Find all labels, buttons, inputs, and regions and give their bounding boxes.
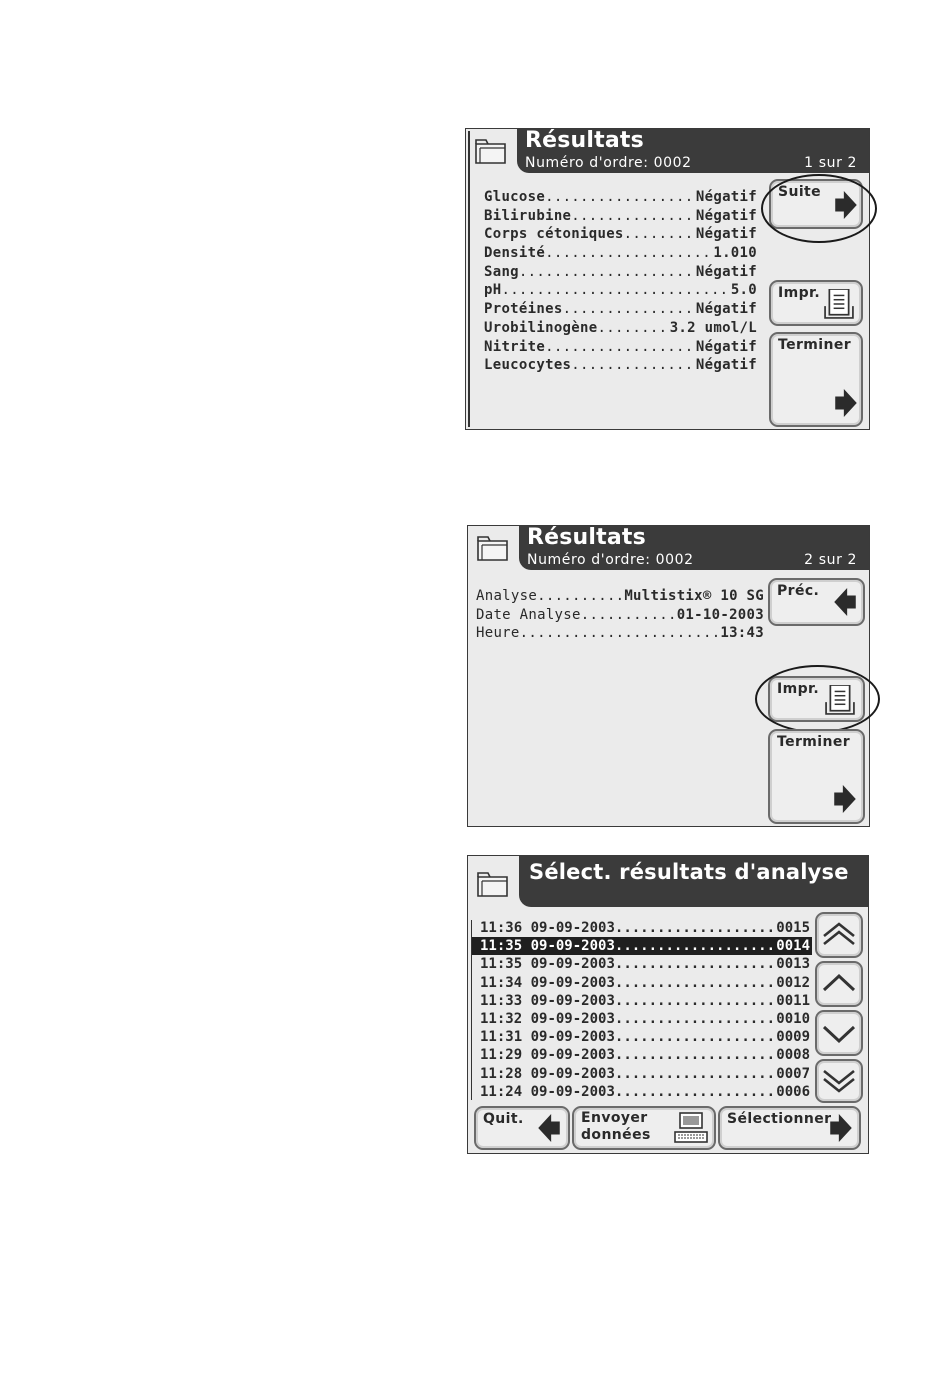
result-row: Leucocytes ..... Négatif bbox=[484, 356, 757, 375]
page-down-button[interactable] bbox=[815, 1059, 863, 1103]
select-results-screen bbox=[467, 855, 869, 1154]
print-button[interactable]: Impr. bbox=[769, 280, 863, 326]
finish-button[interactable]: Terminer bbox=[768, 729, 865, 824]
order-number: Numéro d'ordre: 0002 bbox=[527, 552, 694, 568]
page-indicator: 1 sur 2 bbox=[804, 155, 857, 171]
list-item[interactable]: 11:32 09-09-2003 ..... 0010 bbox=[472, 1010, 812, 1028]
next-button[interactable]: Suite bbox=[769, 179, 863, 229]
page-up-icon bbox=[821, 920, 857, 948]
arrow-left-icon bbox=[834, 588, 856, 616]
list-item[interactable]: 11:34 09-09-2003 ..... 0012 bbox=[472, 974, 812, 992]
list-item[interactable]: 11:35 09-09-2003 ..... 0013 bbox=[472, 955, 812, 973]
scroll-down-button[interactable] bbox=[815, 1010, 863, 1056]
folder-icon bbox=[474, 137, 508, 165]
arrow-right-icon bbox=[835, 389, 857, 417]
order-number: Numéro d'ordre: 0002 bbox=[525, 155, 692, 171]
list-item[interactable]: 11:31 09-09-2003 ..... 0009 bbox=[472, 1028, 812, 1046]
analysis-info-list bbox=[476, 587, 764, 643]
list-item[interactable]: 11:36 09-09-2003 ..... 0015 bbox=[472, 919, 812, 937]
send-data-button[interactable]: Envoyer données bbox=[572, 1106, 716, 1150]
finish-button[interactable]: Terminer bbox=[769, 332, 863, 427]
list-item[interactable]: 11:33 09-09-2003 ..... 0011 bbox=[472, 992, 812, 1010]
list-item[interactable]: 11:29 09-09-2003 ..... 0008 bbox=[472, 1046, 812, 1064]
scroll-up-icon bbox=[821, 971, 857, 995]
info-row: Date Analyse ..... 01-10-2003 bbox=[476, 606, 764, 625]
result-row: Sang ..... Négatif bbox=[484, 263, 757, 282]
results-header bbox=[519, 526, 869, 570]
highlight-circle bbox=[755, 665, 880, 733]
folder-icon bbox=[476, 870, 510, 898]
scroll-up-button[interactable] bbox=[815, 961, 863, 1007]
result-row: Bilirubine ..... Négatif bbox=[484, 207, 757, 226]
scroll-down-icon bbox=[821, 1022, 857, 1046]
result-row: pH ..... 5.0 bbox=[484, 281, 757, 300]
result-row: Urobilinogène ..... 3.2 umol/L bbox=[484, 319, 757, 338]
page-up-button[interactable] bbox=[815, 912, 863, 958]
result-row: Nitrite ..... Négatif bbox=[484, 338, 757, 357]
page-indicator: 2 sur 2 bbox=[804, 552, 857, 568]
print-button[interactable]: Impr. bbox=[768, 676, 865, 722]
computer-icon bbox=[674, 1112, 708, 1144]
results-screen-page-2 bbox=[467, 525, 870, 827]
list-item-selected[interactable]: 11:35 09-09-2003 ..... 0014 bbox=[472, 937, 812, 955]
list-item[interactable]: 11:28 09-09-2003 ..... 0007 bbox=[472, 1065, 812, 1083]
printer-icon bbox=[824, 289, 854, 319]
left-border-line bbox=[468, 131, 470, 427]
list-item[interactable]: 11:24 09-09-2003 ..... 0006 bbox=[472, 1083, 812, 1101]
results-list bbox=[484, 188, 757, 375]
select-button[interactable]: Sélectionner bbox=[718, 1106, 861, 1150]
results-header bbox=[517, 129, 869, 173]
page-title: Sélect. résultats d'analyse bbox=[529, 860, 849, 884]
results-screen-page-1 bbox=[465, 128, 870, 430]
results-list[interactable] bbox=[472, 919, 812, 1101]
page-title: Résultats bbox=[527, 525, 646, 550]
select-header bbox=[519, 856, 868, 907]
quit-button[interactable]: Quit. bbox=[474, 1106, 570, 1150]
arrow-left-icon bbox=[538, 1114, 560, 1142]
result-row: Corps cétoniques ..... Négatif bbox=[484, 225, 757, 244]
page-down-icon bbox=[821, 1067, 857, 1095]
folder-icon bbox=[476, 534, 510, 562]
result-row: Densité ..... 1.010 bbox=[484, 244, 757, 263]
info-row: Analyse ..... Multistix® 10 SG bbox=[476, 587, 764, 606]
info-row: Heure ..... 13:43 bbox=[476, 624, 764, 643]
arrow-right-icon bbox=[834, 785, 856, 813]
arrow-right-icon bbox=[830, 1114, 852, 1142]
result-row: Glucose ..... Négatif bbox=[484, 188, 757, 207]
result-row: Protéines ..... Négatif bbox=[484, 300, 757, 319]
page-title: Résultats bbox=[525, 128, 644, 153]
previous-button[interactable]: Préc. bbox=[768, 578, 865, 626]
highlight-circle bbox=[761, 174, 877, 243]
